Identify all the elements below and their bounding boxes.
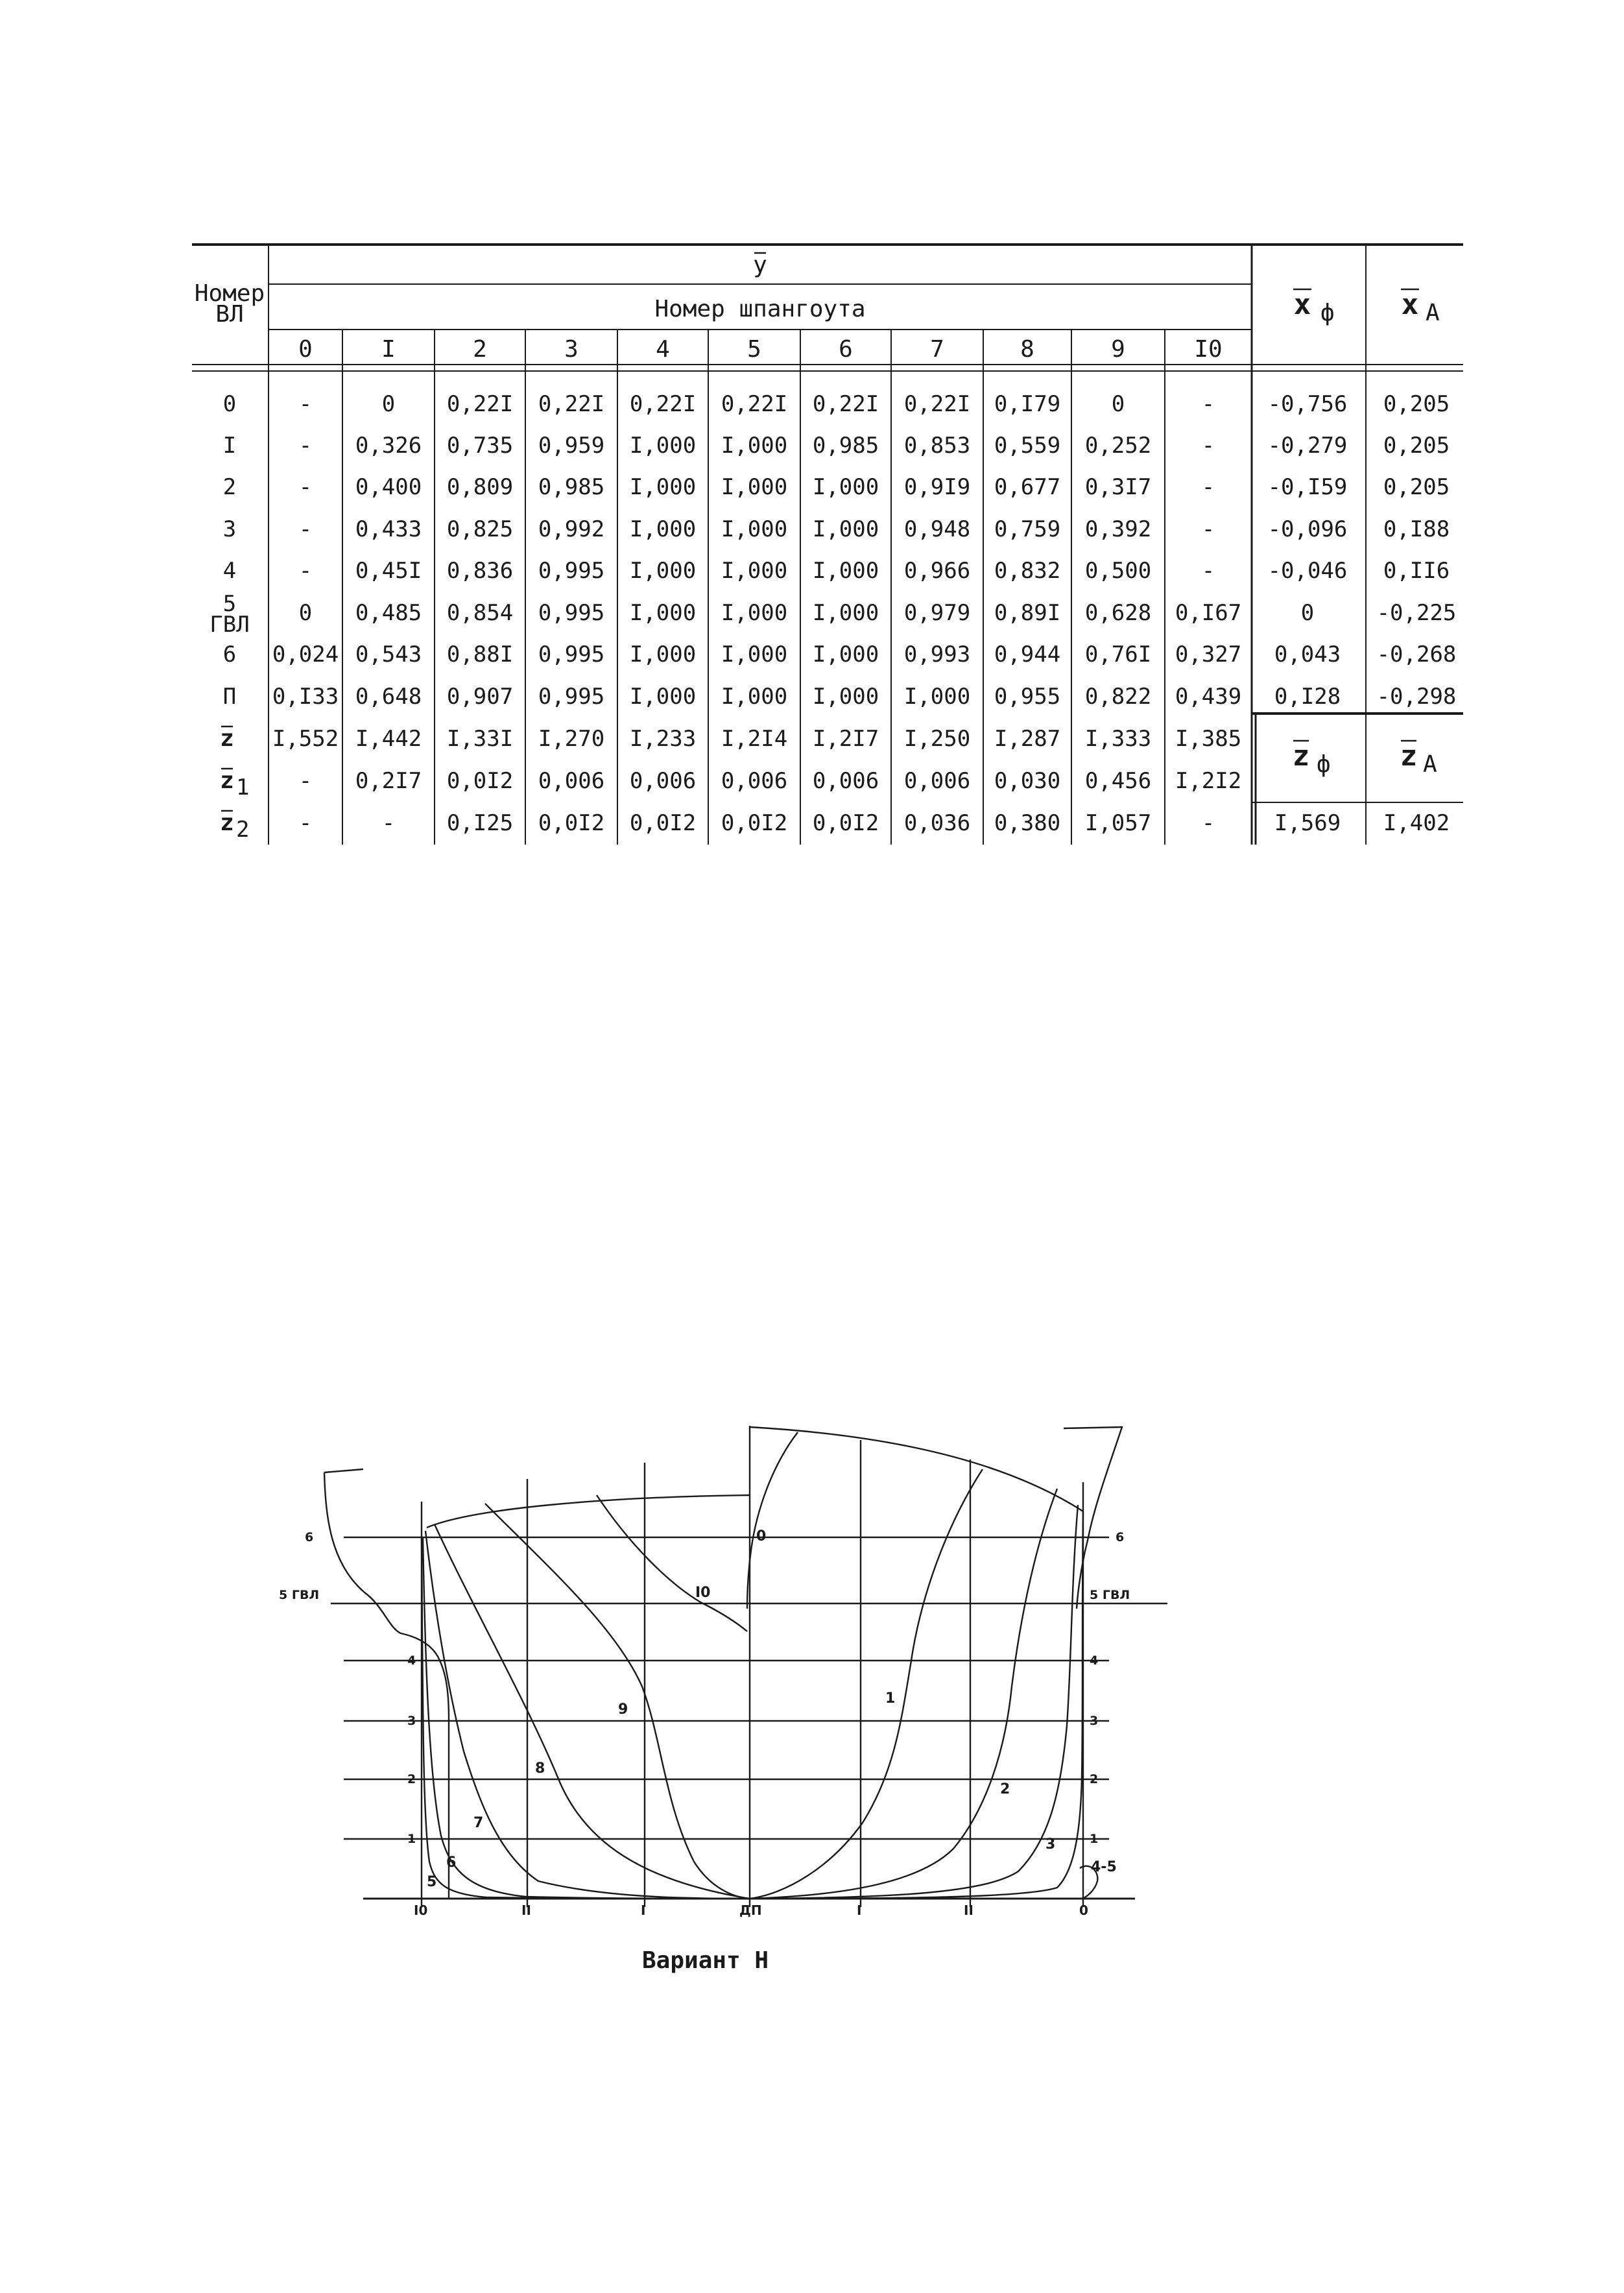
column-group-symbol: y xyxy=(753,252,767,278)
z-a-header: z xyxy=(1400,739,1418,773)
station-curve-1 xyxy=(750,1469,983,1899)
x-phi-value: -0,I59 xyxy=(1267,474,1348,500)
table-cell: 0,0I2 xyxy=(446,768,514,794)
station-number: 3 xyxy=(564,336,579,363)
x-a-value: 0,205 xyxy=(1383,474,1450,500)
table-cell: 0,648 xyxy=(355,684,422,710)
table-cell: 0,995 xyxy=(538,558,605,584)
table-cell: I,2I7 xyxy=(812,726,879,752)
x-phi-value: 0 xyxy=(1300,600,1315,626)
table-cell: 0 xyxy=(381,391,396,417)
row-label: 6 xyxy=(222,642,237,667)
station-number-header: Номер шпангоута xyxy=(654,296,866,322)
station-marks xyxy=(414,1903,1088,1918)
table-cell: I,000 xyxy=(812,558,879,584)
table-cell: - xyxy=(298,558,313,584)
wl-label-right: 4 xyxy=(1090,1653,1099,1668)
table-cell: I,000 xyxy=(629,474,697,500)
curve-label-0: 0 xyxy=(756,1528,767,1544)
table-cell: 0,485 xyxy=(355,600,422,626)
table-cell: 0,439 xyxy=(1175,684,1242,710)
z-phi-value: I,569 xyxy=(1274,810,1341,836)
table-cell: I,000 xyxy=(721,433,788,459)
table-cell: 0,I33 xyxy=(272,684,339,710)
table-cell: I,250 xyxy=(903,726,971,752)
station-curve-8 xyxy=(435,1524,750,1899)
table-cell: 0,944 xyxy=(994,642,1061,667)
table-cell: I,287 xyxy=(994,726,1061,752)
station-mark: II xyxy=(521,1903,531,1918)
wl-label-left: 3 xyxy=(407,1714,416,1728)
table-cell: I,000 xyxy=(812,684,879,710)
waterline-labels-left xyxy=(279,1530,416,1846)
table-cell: 0,979 xyxy=(903,600,971,626)
table-cell: 0 xyxy=(1111,391,1125,417)
table-cell: 0,955 xyxy=(994,684,1061,710)
table-cell: I,000 xyxy=(721,474,788,500)
wl-label-right: 5 ГВЛ xyxy=(1090,1588,1130,1602)
table-cell: - xyxy=(298,391,313,417)
table-cell: 0,89I xyxy=(994,600,1061,626)
table-cell: I,000 xyxy=(812,474,879,500)
table-cell: - xyxy=(298,768,313,794)
table-cell: 0,735 xyxy=(446,433,514,459)
table-cell: - xyxy=(298,810,313,836)
table-cell: I,270 xyxy=(538,726,605,752)
table-cell: 0,0I2 xyxy=(812,810,879,836)
table-cell: 0,628 xyxy=(1084,600,1152,626)
station-number: I0 xyxy=(1194,336,1223,363)
table-cell: 0,006 xyxy=(629,768,697,794)
row-label: П xyxy=(222,684,237,710)
table-cell: 0,I67 xyxy=(1175,600,1242,626)
table-cell: I,000 xyxy=(629,516,697,542)
curve-labels xyxy=(427,1528,1117,1890)
x-phi-value: -0,096 xyxy=(1267,516,1348,542)
table-cell: 0,0I2 xyxy=(538,810,605,836)
z-a-subscript: А xyxy=(1423,751,1437,778)
table-cell: 0,036 xyxy=(903,810,971,836)
table-cell: 0,I79 xyxy=(994,391,1061,417)
table-cell: I,333 xyxy=(1084,726,1152,752)
x-a-value: 0,205 xyxy=(1383,391,1450,417)
offsets-table xyxy=(192,241,1463,845)
table-cell: I,000 xyxy=(629,433,697,459)
table-cell: 0,822 xyxy=(1084,684,1152,710)
z-phi-header: z xyxy=(1292,739,1310,773)
table-cell: 0,985 xyxy=(538,474,605,500)
x-phi-value: -0,756 xyxy=(1267,391,1348,417)
table-cell: 0,006 xyxy=(538,768,605,794)
table-cell: 0,22I xyxy=(903,391,971,417)
curve-label-5: 5 xyxy=(427,1874,437,1890)
table-cell: 0,22I xyxy=(721,391,788,417)
station-number: 9 xyxy=(1111,336,1125,363)
wl-label-left: 6 xyxy=(305,1530,314,1544)
table-cell: I,000 xyxy=(812,516,879,542)
table-cell: 0,677 xyxy=(994,474,1061,500)
table-cell: I,000 xyxy=(721,558,788,584)
table-cell: I,233 xyxy=(629,726,697,752)
table-cell: I,000 xyxy=(629,600,697,626)
stern-profile xyxy=(324,1469,449,1899)
station-mark: I xyxy=(857,1903,862,1918)
table-cell: 0,836 xyxy=(446,558,514,584)
wl-label-right: 2 xyxy=(1090,1772,1099,1786)
x-a-value: -0,298 xyxy=(1376,684,1457,710)
table-cell: I,000 xyxy=(629,684,697,710)
row-label: 4 xyxy=(222,558,237,584)
curve-label-3: 3 xyxy=(1045,1836,1056,1853)
wl-label-left: 4 xyxy=(407,1653,416,1668)
row-label: 0 xyxy=(222,391,237,417)
station-number: 2 xyxy=(473,336,487,363)
stem-profile xyxy=(1064,1427,1125,1609)
table-cell: 0,392 xyxy=(1084,516,1152,542)
curve-label-4-5: 4-5 xyxy=(1091,1859,1117,1875)
table-cell: 0,456 xyxy=(1084,768,1152,794)
wl-label-right: 6 xyxy=(1116,1530,1125,1544)
table-cell: 0,3I7 xyxy=(1084,474,1152,500)
z-row-subscript: 1 xyxy=(236,774,250,800)
table-cell: I,000 xyxy=(721,516,788,542)
curve-label-6: 6 xyxy=(446,1855,457,1871)
table-cell: I,000 xyxy=(721,684,788,710)
table-cell: I,057 xyxy=(1084,810,1152,836)
table-cell: 0,809 xyxy=(446,474,514,500)
table-cell: 0,9I9 xyxy=(903,474,971,500)
z-row-subscript: 2 xyxy=(236,817,250,843)
table-cell: - xyxy=(1201,810,1215,836)
table-cell: 0,252 xyxy=(1084,433,1152,459)
station-mark: II xyxy=(964,1903,973,1918)
table-cell: 0,0I2 xyxy=(721,810,788,836)
table-cell: I,33I xyxy=(446,726,514,752)
station-number: I xyxy=(381,336,396,363)
table-cell: 0,825 xyxy=(446,516,514,542)
table-cell: 0,2I7 xyxy=(355,768,422,794)
table-cell: 0,400 xyxy=(355,474,422,500)
station-number: 7 xyxy=(930,336,944,363)
table-cell: 0,966 xyxy=(903,558,971,584)
table-cell: 0,543 xyxy=(355,642,422,667)
row-label: ГВЛ xyxy=(209,612,250,638)
station-number: 0 xyxy=(298,336,313,363)
table-cell: 0,327 xyxy=(1175,642,1242,667)
table-cell: I,000 xyxy=(629,642,697,667)
table-cell: I,000 xyxy=(629,558,697,584)
table-cell: 0,854 xyxy=(446,600,514,626)
station-curve-2 xyxy=(750,1489,1057,1899)
table-cell: 0,22I xyxy=(538,391,605,417)
x-phi-value: 0,043 xyxy=(1274,642,1341,667)
table-cell: I,000 xyxy=(903,684,971,710)
table-cell: 0,024 xyxy=(272,642,339,667)
table-cell: 0,907 xyxy=(446,684,514,710)
table-cell: - xyxy=(1201,516,1215,542)
table-cell: 0,559 xyxy=(994,433,1061,459)
curve-label-8: 8 xyxy=(535,1760,545,1777)
table-cell: - xyxy=(1201,391,1215,417)
station-number: 5 xyxy=(747,336,761,363)
station-curve-0 xyxy=(747,1432,798,1609)
z-row-label: z xyxy=(220,767,234,794)
wl-label-left: 1 xyxy=(407,1832,416,1846)
row-label: 3 xyxy=(222,516,237,542)
table-content xyxy=(195,252,1457,843)
table-cell: 0,433 xyxy=(355,516,422,542)
table-cell: 0,985 xyxy=(812,433,879,459)
figure-caption: Вариант Н xyxy=(642,1947,769,1974)
table-cell: 0,88I xyxy=(446,642,514,667)
table-cell: I,000 xyxy=(721,642,788,667)
deck-line-aft xyxy=(427,1495,750,1528)
table-cell: 0,006 xyxy=(721,768,788,794)
x-phi-value: -0,046 xyxy=(1267,558,1348,584)
x-a-value: 0,I88 xyxy=(1383,516,1450,542)
table-cell: - xyxy=(1201,433,1215,459)
table-cell: - xyxy=(298,433,313,459)
curve-label-2: 2 xyxy=(1000,1781,1010,1797)
table-cell: I,552 xyxy=(272,726,339,752)
x-phi-value: 0,I28 xyxy=(1274,684,1341,710)
table-cell: 0,030 xyxy=(994,768,1061,794)
x-phi-header: x xyxy=(1293,288,1311,321)
table-cell: - xyxy=(1201,558,1215,584)
table-cell: 0,326 xyxy=(355,433,422,459)
wl-label-right: 1 xyxy=(1090,1832,1099,1846)
table-cell: I,385 xyxy=(1175,726,1242,752)
table-cell: I,000 xyxy=(721,600,788,626)
curve-label-9: 9 xyxy=(618,1701,628,1718)
table-cell: I,2I2 xyxy=(1175,768,1242,794)
table-cell: 0,948 xyxy=(903,516,971,542)
station-mark: I xyxy=(641,1903,646,1918)
table-cell: 0,832 xyxy=(994,558,1061,584)
table-cell: 0,759 xyxy=(994,516,1061,542)
table-cell: 0,22I xyxy=(446,391,514,417)
x-a-value: -0,268 xyxy=(1376,642,1457,667)
station-number: 6 xyxy=(839,336,853,363)
row-header-label: ВЛ xyxy=(215,301,244,328)
curve-label-7: 7 xyxy=(473,1815,484,1831)
table-cell: 0,995 xyxy=(538,642,605,667)
z-phi-subscript: ф xyxy=(1317,751,1331,778)
table-cell: I,2I4 xyxy=(721,726,788,752)
wl-label-left: 2 xyxy=(407,1772,416,1786)
station-mark: 0 xyxy=(1079,1903,1088,1918)
table-cell: 0,380 xyxy=(994,810,1061,836)
table-cell: 0,22I xyxy=(629,391,697,417)
table-cell: 0,0I2 xyxy=(629,810,697,836)
table-cell: I,000 xyxy=(812,642,879,667)
table-cell: 0,45I xyxy=(355,558,422,584)
z-a-value: I,402 xyxy=(1383,810,1450,836)
waterline-labels-right xyxy=(1090,1530,1130,1846)
table-cell: 0,853 xyxy=(903,433,971,459)
table-cell: I,000 xyxy=(812,600,879,626)
curve-label-1: 1 xyxy=(885,1690,896,1707)
table-cell: 0,993 xyxy=(903,642,971,667)
z-row-label: z xyxy=(220,725,234,752)
x-a-value: 0,II6 xyxy=(1383,558,1450,584)
x-a-header: x xyxy=(1401,288,1419,321)
station-mark: I0 xyxy=(414,1903,428,1918)
x-a-value: 0,205 xyxy=(1383,433,1450,459)
table-cell: 0,959 xyxy=(538,433,605,459)
deck-line-fwd xyxy=(750,1427,1083,1511)
station-mark: ДП xyxy=(739,1903,762,1918)
station-number: 4 xyxy=(656,336,670,363)
station-curve-10 xyxy=(597,1495,747,1631)
curve-label-10: I0 xyxy=(695,1585,711,1601)
table-cell: 0,995 xyxy=(538,684,605,710)
table-cell: 0,995 xyxy=(538,600,605,626)
row-header-label: Номер xyxy=(194,280,265,307)
row-label: 5 xyxy=(222,591,237,617)
table-cell: 0 xyxy=(298,600,313,626)
table-cell: - xyxy=(298,516,313,542)
table-cell: 0,006 xyxy=(903,768,971,794)
table-cell: 0,500 xyxy=(1084,558,1152,584)
row-label: 2 xyxy=(222,474,237,500)
table-cell: - xyxy=(1201,474,1215,500)
row-label: I xyxy=(222,433,237,459)
table-cell: 0,22I xyxy=(812,391,879,417)
station-number: 8 xyxy=(1020,336,1034,363)
wl-label-right: 3 xyxy=(1090,1714,1099,1728)
x-a-subscript: А xyxy=(1426,300,1440,326)
wl-label-left: 5 ГВЛ xyxy=(279,1588,320,1602)
table-cell: 0,992 xyxy=(538,516,605,542)
table-cell: 0,006 xyxy=(812,768,879,794)
x-a-value: -0,225 xyxy=(1376,600,1457,626)
table-cell: 0,I25 xyxy=(446,810,514,836)
z-row-label: z xyxy=(220,810,234,836)
table-cell: 0,76I xyxy=(1084,642,1152,667)
x-phi-value: -0,279 xyxy=(1267,433,1348,459)
x-phi-subscript: ф xyxy=(1320,300,1335,326)
table-cell: - xyxy=(298,474,313,500)
table-cell: - xyxy=(381,810,396,836)
table-cell: I,442 xyxy=(355,726,422,752)
body-plan-drawing xyxy=(279,1414,1174,1985)
table-grid xyxy=(192,245,1463,845)
